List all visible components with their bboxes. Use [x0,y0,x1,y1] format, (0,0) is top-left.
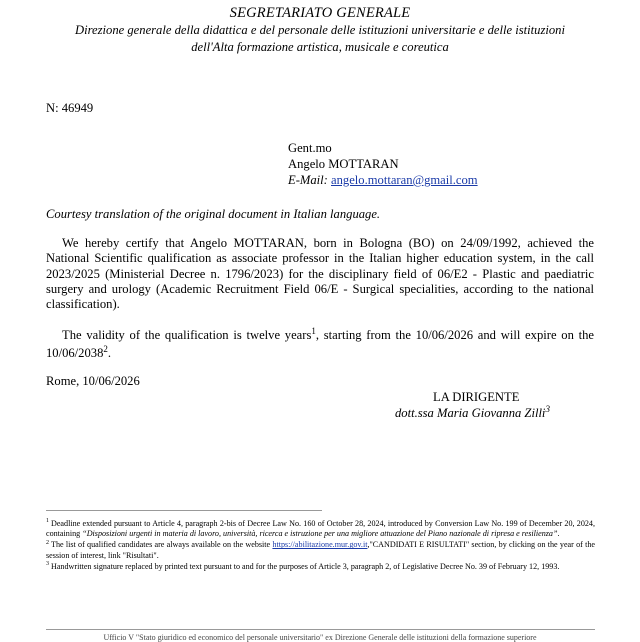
recipient-salutation: Gent.mo [288,141,332,155]
signatory-name-line [395,405,565,421]
signature-block [395,389,565,421]
footnote-1-end: . [557,529,560,539]
courtesy-translation-note: Courtesy translation of the original document in Italian language. [46,207,381,221]
footnotes [46,519,595,573]
footnote-ref-2: 2 [103,343,108,354]
footnote-2-number: 2 [46,539,49,546]
recipient-email-line [288,172,478,188]
page-footer-text: Ufficio V "Stato giuridico ed economico del personale universitario" ex Direzione Generale delle istituzioni della formazione superiore [103,633,537,642]
footnote-3 [46,562,595,572]
email-label: E-Mail: [288,173,332,187]
recipient-block [288,140,478,188]
place-date: Rome, 10/06/2026 [46,374,140,388]
validity-text-3: . [107,345,112,360]
protocol-number: N: 46949 [46,101,94,115]
footnote-2-text-after: ,"CANDIDATI E RISULTATI" section, by clicking on the year of the session of interest, link "Risultati". [46,540,595,560]
validity-text-2: , starting from the 10/06/2026 and will expire on the 10/06/2038 [46,328,595,360]
footnote-2 [46,540,595,560]
footnote-3-number: 3 [46,561,49,568]
footnote-3-text: Handwritten signature replaced by printed text pursuant to and for the purposes of Article 3, paragraph 2, of Legislative Decree No. 39 of February 12, 1993. [51,561,560,571]
letterhead [0,4,640,56]
email-link[interactable]: angelo.mottaran@gmail.com [331,173,478,187]
footnote-ref-1: 1 [311,325,316,336]
page-footer-separator [46,629,595,630]
letterhead-subtitle-line1: Direzione generale della didattica e del personale delle istituzioni universitarie e delle istituzioni [75,23,565,37]
certification-paragraph: We hereby certify that Angelo MOTTARAN, born in Bologna (BO) on 24/09/1992, achieved the National Scientific qualification as associate professor in the Italian higher education system, in the call 2023/2025 (Ministerial Decree n. 1796/2023) for the disciplinary field of 06/E2 - Plastic and paediatric surgery and urology (Academic Recruitment Field 06/E - Surgical specialities, according to the national classification). [46,236,594,312]
validity-paragraph [46,327,594,362]
recipient-name: Angelo MOTTARAN [288,157,399,171]
letterhead-title: SEGRETARIATO GENERALE [229,5,411,21]
footnote-separator [46,510,322,511]
footnote-1 [46,519,595,539]
validity-text-1: The validity of the qualification is twelve years [62,328,312,342]
footnote-2-text: The list of qualified candidates are always available on the website [51,540,273,550]
footnote-1-number: 1 [46,518,49,525]
footnote-2-link[interactable]: https://abilitazione.mur.gov.it [272,540,368,550]
letterhead-subtitle-line2: dell'Alta formazione artistica, musicale e coreutica [191,40,449,54]
signatory-name: dott.ssa Maria Giovanna Zilli [395,406,546,420]
signatory-role: LA DIRIGENTE [433,390,520,404]
footnote-ref-3: 3 [545,403,550,414]
footnote-1-italic: “Disposizioni urgenti in materia di lavoro, università, ricerca e istruzione per una migliore attuazione del Piano nazionale di ripresa e resilienza” [82,529,558,539]
footnote-1-text: Deadline extended pursuant to Article 4, paragraph 2-bis of Decree Law No. 160 of October 28, 2024, introduced by Conversion Law No. 199 of December 20, 2024, containing [46,519,595,539]
